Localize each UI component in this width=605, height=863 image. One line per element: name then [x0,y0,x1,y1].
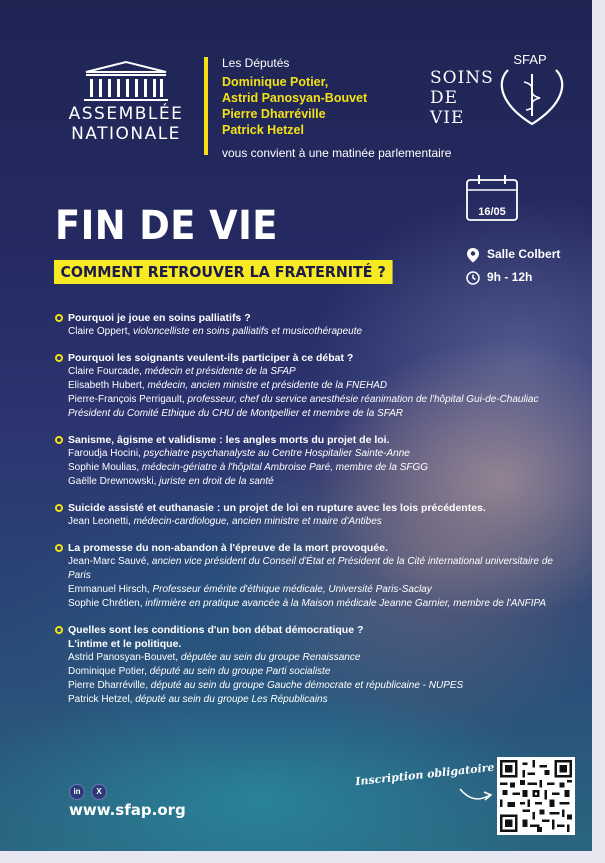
institution-line-1: ASSEMBLÉE [68,104,184,124]
depute-name: Patrick Hetzel [222,123,304,137]
place-text: Salle Colbert [487,247,561,262]
bullet-icon [55,504,63,512]
sfap-heart-icon [496,48,570,128]
event-time [465,270,532,285]
event-place [465,247,560,263]
speaker: Pierre-François Perrigault, professeur, chef du service anesthésie réanimation de l'hôpital Gui-de-Chauliac Président du Comité Ethique du CHU de Montpellier et membre de la SFAR [68,394,539,419]
soins-line-2: DE VIE [430,88,465,128]
speaker: Dominique Potier, député au sein du groupe Parti socialiste [68,666,331,677]
session-question: La promesse du non-abandon à l'épreuve de la mort provoquée. [68,542,388,554]
assemblee-building-icon [78,60,174,104]
session-question: Sanisme, âgisme et validisme : les angles morts du projet de loi. [68,434,390,446]
speaker: Pierre Dharréville, député au sein du groupe Gauche démocrate et républicaine - NUPES [68,680,464,691]
bullet-icon [55,354,63,362]
session-question-2: L'intime et le politique. [68,638,182,650]
session-question: Pourquoi je joue en soins palliatifs ? [68,312,251,324]
depute-name: Dominique Potier, [222,75,329,89]
speaker: Gaëlle Drewnowski, juriste en droit de la santé [68,476,274,487]
speaker: Emmanuel Hirsch, Professeur émérite d'éthique médicale, Université Paris-Saclay [68,584,432,595]
qr-code-icon [500,760,572,832]
session-question: Quelles sont les conditions d'un bon débat démocratique ? [68,624,364,636]
bullet-icon [55,314,63,322]
bullet-icon [55,544,63,552]
assemblee-nationale-logo [64,60,188,144]
program-item [55,541,555,611]
arrow-icon [458,785,494,805]
session-question: Suicide assisté et euthanasie : un projet de loi en rupture avec les lois précédentes. [68,502,486,514]
invite-text: vous convient à une matinée parlementaire [222,146,452,160]
speaker: Claire Fourcade, médecin et présidente de la SFAP [68,366,296,377]
clock-icon [465,271,481,285]
program-item [55,501,555,529]
speaker: Jean-Marc Sauvé, ancien vice président du Conseil d'État et Président de la Cité international universitaire de Paris [68,556,553,581]
speaker: Sophie Moulias, médecin-gériatre à l'hôpital Ambroise Paré, membre de la SFGG [68,462,429,473]
program [55,311,555,719]
bullet-icon [55,436,63,444]
bullet-icon [55,626,63,634]
speaker: Jean Leonetti, médecin-cardiologue, ancien ministre et maire d'Antibes [68,516,382,527]
inscription-note: Inscription obligatoire [354,760,496,789]
speaker: Sophie Chrétien, infirmière en pratique avancée à la Maison médicale Jeanne Garnier, membre de l'ANFIPA [68,598,547,609]
deputes-block [222,55,367,138]
sfap-text: SFAP [513,52,547,67]
depute-name: Astrid Panosyan-Bouvet [222,91,368,105]
event-date: 16/05 [478,206,506,218]
soins-line-1: SOINS [430,68,494,88]
program-item [55,311,555,339]
speaker: Patrick Hetzel, député au sein du groupe Les Républicains [68,694,328,705]
speaker: Elisabeth Hubert, médecin, ancien ministre et présidente de la FNEHAD [68,380,388,391]
institution-line-2: NATIONALE [71,124,181,144]
program-item [55,351,555,421]
page-title: FIN DE VIE [55,203,278,249]
sfap-logo [496,48,570,128]
session-question: Pourquoi les soignants veulent-ils participer à ce débat ? [68,352,354,364]
qr-code[interactable] [497,757,575,835]
soins-de-vie-logo [430,68,494,128]
location-pin-icon [465,247,481,263]
page-subtitle: COMMENT RETROUVER LA FRATERNITÉ ? [54,260,392,284]
page-margin-right [592,0,605,863]
depute-name: Pierre Dharréville [222,107,326,121]
program-item [55,623,555,707]
gold-divider [204,57,208,155]
linkedin-icon[interactable]: in [69,784,85,800]
time-text: 9h - 12h [487,270,533,284]
speaker: Faroudja Hocini, psychiatre psychanalyste au Centre Hospitalier Sainte-Anne [68,448,410,459]
speaker: Astrid Panosyan-Bouvet, députée au sein du groupe Renaissance [68,652,361,663]
deputes-label: Les Députés [222,56,290,70]
program-item [55,433,555,489]
website-link[interactable]: www.sfap.org [69,801,186,819]
x-icon[interactable]: X [91,784,107,800]
page-margin-bottom [0,851,605,863]
speaker: Claire Oppert, violoncelliste en soins palliatifs et musicothérapeute [68,326,363,337]
social-links [69,781,113,800]
